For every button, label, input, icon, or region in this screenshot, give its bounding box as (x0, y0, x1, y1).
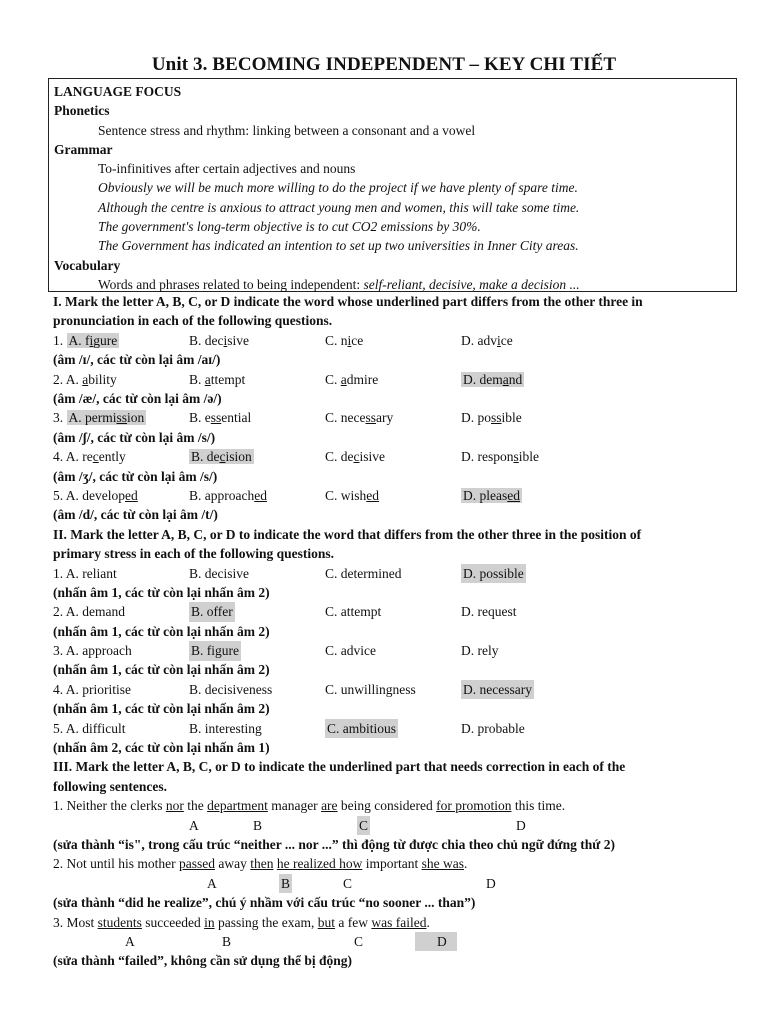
vocabulary-prefix: Words and phrases related to being independent: (98, 276, 364, 292)
option-c: C. wished (325, 487, 380, 503)
question-row (53, 680, 733, 699)
answer-note: (sửa thành “is", trong cấu trúc “neither ... nor ...” thì động từ được chia theo chủ ngữ đứng thứ 2) (53, 837, 616, 853)
option-d: D. possible (461, 410, 522, 426)
letter-c: C (357, 816, 370, 835)
option-c: C. decisive (325, 449, 385, 465)
letter-a: A (125, 933, 135, 949)
option-c: C. necessary (325, 410, 394, 426)
grammar-example: The government's long-term objective is to cut CO2 emissions by 30%. (98, 219, 481, 235)
answer-note: (nhấn âm 2, các từ còn lại nhấn âm 1) (53, 740, 270, 756)
letter-c: C (354, 933, 364, 949)
option-c: C. nice (325, 332, 364, 348)
question-row (53, 602, 733, 621)
answer-note: (âm /ɪ/, các từ còn lại âm /aɪ/) (53, 352, 221, 368)
exercises (53, 292, 733, 971)
option-d: D. rely (461, 643, 499, 659)
option-d: D. request (461, 604, 517, 620)
question-row (53, 370, 733, 389)
option-b: B. decisive (189, 332, 250, 348)
letter-b: B (279, 874, 292, 893)
section-3-instruction: following sentences. (53, 778, 167, 794)
vocabulary-heading: Vocabulary (54, 257, 121, 273)
option-a: 1. A. figure (53, 332, 118, 348)
option-a: 2. A. ability (53, 371, 117, 387)
letter-b: B (253, 817, 263, 833)
letter-d: D (516, 817, 526, 833)
phonetics-text: Sentence stress and rhythm: linking between a consonant and a vowel (98, 122, 476, 138)
grammar-example: The Government has indicated an intention to set up two universities in Inner City areas. (98, 238, 579, 254)
option-b: B. decisiveness (189, 681, 273, 697)
option-b: B. decision (191, 449, 252, 465)
option-c: C. advice (325, 643, 376, 659)
answer-note: (nhấn âm 1, các từ còn lại nhấn âm 2) (53, 662, 270, 678)
letter-a: A (189, 817, 199, 833)
option-a: 1. A. reliant (53, 565, 117, 581)
language-focus-box (48, 78, 737, 292)
option-a: 3. A. permission (53, 410, 145, 426)
option-a: 4. A. recently (53, 449, 126, 465)
answer-note: (âm /d/, các từ còn lại âm /t/) (53, 507, 218, 523)
grammar-heading: Grammar (54, 141, 113, 157)
section-2-instruction: II. Mark the letter A, B, C, or D to indicate the word that differs from the other three in the position of (53, 526, 642, 542)
option-a: 3. A. approach (53, 643, 132, 659)
question-row (53, 719, 733, 738)
option-d: D. necessary (461, 680, 534, 699)
option-d: D. pleased (463, 487, 520, 503)
answer-note: (âm /ʒ/, các từ còn lại âm /s/) (53, 468, 218, 484)
option-c: C. unwillingness (325, 681, 416, 697)
option-d: D. demand (463, 371, 523, 387)
question-row (53, 641, 733, 660)
language-focus-heading: LANGUAGE FOCUS (54, 84, 182, 99)
question-row (53, 331, 733, 350)
option-b: B. offer (189, 602, 235, 621)
option-d: D. responsible (461, 449, 540, 465)
section-3-instruction: III. Mark the letter A, B, C, or D to indicate the underlined part that needs correction in each of the (53, 759, 626, 775)
section-1-instruction: I. Mark the letter A, B, C, or D indicate the word whose underlined part differs from the other three in (53, 294, 643, 309)
phonetics-heading: Phonetics (54, 103, 110, 119)
question-row (53, 408, 733, 427)
grammar-example: Obviously we will be much more willing to do the project if we have plenty of spare time. (98, 180, 578, 196)
page-title: Unit 3. BECOMING INDEPENDENT – KEY CHI TIẾT (151, 54, 617, 75)
option-a: 2. A. demand (53, 604, 125, 620)
option-c: C. attempt (325, 604, 382, 620)
sentence-1: 1. Neither the clerks nor the department manager are being considered for promotion this time. (53, 798, 566, 814)
option-b: B. interesting (189, 720, 262, 736)
answer-note: (nhấn âm 1, các từ còn lại nhấn âm 2) (53, 584, 270, 600)
option-a: 5. A. developed (53, 487, 138, 503)
option-c: C. ambitious (325, 719, 398, 738)
letter-d: D (486, 875, 496, 891)
question-row (53, 564, 733, 583)
option-d: D. advice (461, 332, 513, 348)
answer-note: (nhấn âm 1, các từ còn lại nhấn âm 2) (53, 701, 270, 717)
answer-letters (53, 816, 733, 835)
letter-d: D (415, 932, 457, 951)
answer-note: (âm /æ/, các từ còn lại âm /ə/) (53, 390, 222, 406)
option-a: 4. A. prioritise (53, 681, 131, 697)
section-2-instruction: primary stress in each of the following questions. (53, 546, 335, 562)
option-b: B. approached (189, 487, 267, 503)
option-d: D. possible (461, 564, 526, 583)
grammar-example: Although the centre is anxious to attract young men and women, this will take some time. (98, 199, 580, 215)
answer-note: (sửa thành “failed”, không cần sử dụng thể bị động) (53, 953, 353, 969)
letter-b: B (222, 933, 232, 949)
answer-note: (sửa thành “did he realize”, chú ý nhầm với cấu trúc “no sooner ... than”) (53, 895, 476, 911)
option-b: B. essential (189, 410, 252, 426)
section-1-instruction: pronunciation in each of the following questions. (53, 313, 333, 329)
letter-a: A (207, 875, 217, 891)
question-row (53, 447, 733, 466)
grammar-line: To-infinitives after certain adjectives and nouns (98, 161, 356, 177)
answer-note: (âm /ʃ/, các từ còn lại âm /s/) (53, 429, 216, 445)
option-b: B. attempt (189, 371, 246, 387)
answer-note: (nhấn âm 1, các từ còn lại nhấn âm 2) (53, 623, 270, 639)
answer-letters (53, 932, 733, 951)
question-row (53, 486, 733, 505)
sentence-2: 2. Not until his mother passed away then he realized how important she was. (53, 856, 468, 872)
letter-c: C (343, 875, 353, 891)
answer-letters (53, 874, 733, 893)
option-c: C. determined (325, 565, 402, 581)
vocabulary-examples: self-reliant, decisive, make a decision ... (363, 276, 580, 292)
option-b: B. figure (189, 641, 241, 660)
option-c: C. admire (325, 371, 379, 387)
option-d: D. probable (461, 720, 525, 736)
sentence-3: 3. Most students succeeded in passing the exam, but a few was failed. (53, 914, 430, 930)
option-b: B. decisive (189, 565, 249, 581)
option-a: 5. A. difficult (53, 720, 126, 736)
